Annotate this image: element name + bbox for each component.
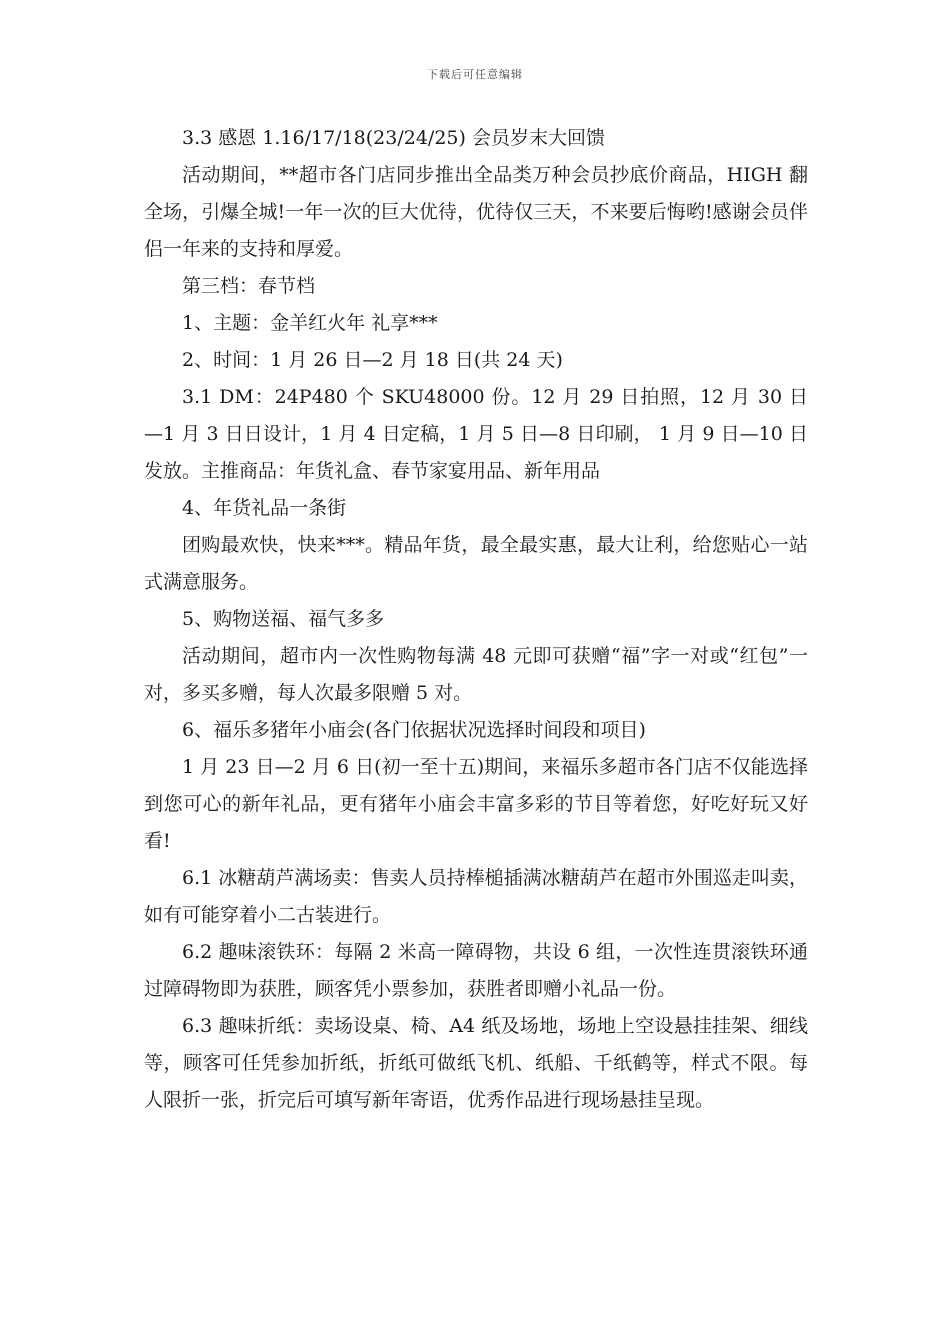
paragraph-dm: 3.1 DM：24P480 个 SKU48000 份。12 月 29 日拍照，12 月 30 日—1 月 3 日日设计，1 月 4 日定稿，1 月 5 日—8 日印刷， 1 月 9 日—10 日发放。主推商品：年货礼盒、春节家宴用品、新年用品: [144, 386, 808, 482]
paragraph-hoop-rolling: 6.2 趣味滚铁环：每隔 2 米高一障碍物，共设 6 组，一次性连贯滚铁环通过障碍物即为获胜，顾客凭小票参加，获胜者即赠小礼品一份。: [144, 941, 808, 1000]
paragraph-spring-festival-heading: 第三档：春节档: [182, 275, 316, 297]
paragraph-temple-fair-body: 1 月 23 日—2 月 6 日(初一至十五)期间，来福乐多超市各门店不仅能选择到您可心的新年礼品，更有猪年小庙会丰富多彩的节目等着您，好吃好玩又好看!: [144, 756, 808, 852]
paragraph-gift-street-body: 团购最欢快，快来***。精品年货，最全最实惠，最大让利，给您贴心一站式满意服务。: [144, 534, 808, 593]
paragraph-member-rewards-heading: 3.3 感恩 1.16/17/18(23/24/25) 会员岁末大回馈: [182, 127, 605, 149]
paragraph-member-rewards-body: 活动期间，**超市各门店同步推出全品类万种会员抄底价商品，HIGH 翻全场，引爆全城!一年一次的巨大优待，优待仅三天，不来要后悔哟!感谢会员伴侣一年来的支持和厚爱。: [144, 164, 808, 260]
page-header: 下载后可任意编辑: [427, 68, 523, 81]
paragraph-gift-street-heading: 4、年货礼品一条街: [182, 497, 347, 519]
paragraph-theme: 1、主题：金羊红火年 礼享***: [182, 312, 438, 334]
paragraph-candied-haws: 6.1 冰糖葫芦满场卖：售卖人员持棒槌插满冰糖葫芦在超市外围巡走叫卖，如有可能穿着小二古装进行。: [144, 867, 808, 926]
paragraph-paper-folding: 6.3 趣味折纸：卖场设桌、椅、A4 纸及场地，场地上空设悬挂挂架、细线等，顾客可任凭参加折纸，折纸可做纸飞机、纸船、千纸鹤等，样式不限。每人限折一张，折完后可填写新年寄语，优秀作品进行现场悬挂呈现。: [144, 1015, 808, 1111]
paragraph-blessing-body: 活动期间，超市内一次性购物每满 48 元即可获赠“福”字一对或“红包”一对，多买多赠，每人次最多限赠 5 对。: [144, 645, 808, 704]
paragraph-time: 2、时间：1 月 26 日—2 月 18 日(共 24 天): [182, 349, 563, 371]
paragraph-blessing-heading: 5、购物送福、福气多多: [182, 608, 385, 630]
paragraph-temple-fair-heading: 6、福乐多猪年小庙会(各门依据状况选择时间段和项目): [182, 719, 646, 741]
document-body: [144, 120, 808, 1119]
